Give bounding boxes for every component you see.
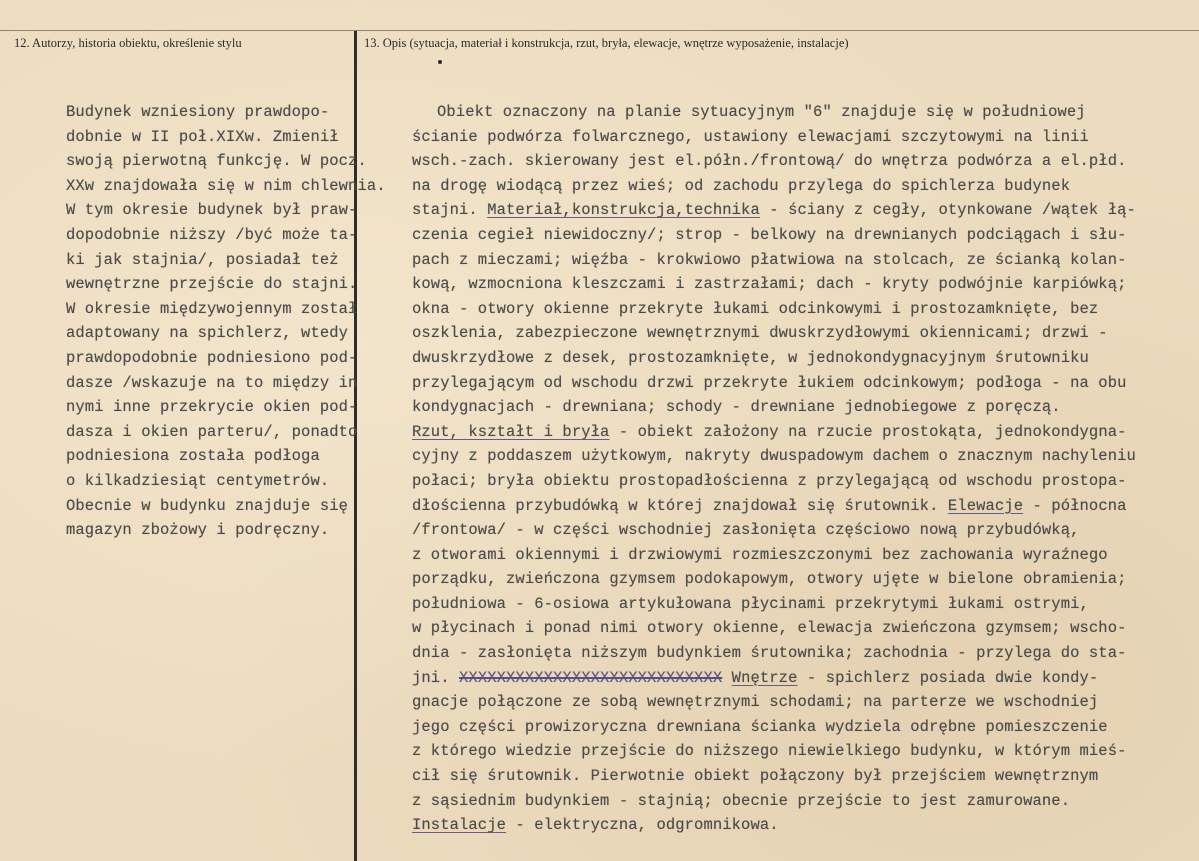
history-line: o kilkadziesiąt centymetrów. bbox=[66, 471, 330, 490]
section-heading: Instalacje bbox=[412, 816, 507, 835]
description-line bbox=[412, 543, 1136, 568]
description-segment: - spichlerz posiada dwie kondy- bbox=[797, 668, 1099, 687]
history-line: ki jak stajnia/, posiadał też bbox=[66, 250, 339, 269]
description-segment: jni. bbox=[412, 668, 460, 687]
description-segment: /frontowa/ - w części wschodniej zasłonięta częściowo nową przybudówką, bbox=[412, 521, 1080, 540]
description-segment: porządku, zwieńczona gzymsem podokapowym, otwory ujęte w bielone obramienia; bbox=[412, 570, 1127, 589]
description-segment: wsch.-zach. skierowany jest el.półn./frontową/ do wnętrza podwórza a el.płd. bbox=[412, 152, 1127, 171]
description-segment: jego części prowizoryczna drewniana ścianka wydziela odrębne pomieszczenie bbox=[412, 717, 1108, 736]
description-segment: dwuskrzydłowe z desek, prostozamknięte, w jednokondygnacyjnym śrutowniku bbox=[412, 348, 1089, 367]
section-heading: Elewacje bbox=[947, 496, 1024, 515]
description-line bbox=[412, 371, 1136, 396]
history-line: dobnie w II poł.XIXw. Zmienił bbox=[66, 127, 339, 146]
struck-out-text: XXXXXXXXXXXXXXXXXXXXXXXXXXXX bbox=[459, 668, 723, 687]
history-line: dasza i okien parteru/, ponadto bbox=[66, 422, 358, 441]
description-segment: - północna bbox=[1023, 496, 1127, 515]
description-line bbox=[412, 592, 1136, 617]
description-line bbox=[412, 174, 1136, 199]
description-segment: południowa - 6-osiowa artykułowana płycinami przekrytymi łukami ostrymi, bbox=[412, 594, 1089, 613]
section-12-header: 12. Autorzy, historia obiektu, określenie stylu bbox=[14, 36, 242, 50]
description-segment: z sąsiednim budynkiem - stajnią; obecnie przejście to jest zamurowane. bbox=[412, 791, 1071, 810]
description-segment: przylegającym od wschodu drzwi przekryte łukiem odcinkowym; podłoga - na obu bbox=[412, 373, 1127, 392]
description-line bbox=[412, 666, 1136, 691]
history-line: W tym okresie budynek był praw- bbox=[66, 201, 358, 220]
description-line bbox=[412, 715, 1136, 740]
description-line bbox=[412, 616, 1136, 641]
description-segment: oszklenia, zabezpieczone wewnętrznymi dwuskrzydłowymi okiennicami; drzwi - bbox=[412, 324, 1108, 343]
description-segment: z otworami okiennymi i drzwiowymi rozmieszczonymi bez zachowania wyraźnego bbox=[412, 545, 1108, 564]
section-heading: Materiał,konstrukcja,technika bbox=[487, 201, 760, 220]
history-line: swoją pierwotną funkcję. W pocz. bbox=[66, 152, 367, 171]
history-line: dopodobnie niższy /być może ta- bbox=[66, 225, 358, 244]
description-line bbox=[412, 789, 1136, 814]
history-line: XXw znajdowała się w nim chlewnia. bbox=[66, 176, 386, 195]
description-segment bbox=[722, 669, 731, 687]
description-line bbox=[412, 125, 1136, 150]
description-line bbox=[412, 395, 1136, 420]
description-line bbox=[412, 223, 1136, 248]
description-segment: - obiekt założony na rzucie prostokąta, jednokondygna- bbox=[609, 422, 1127, 441]
description-line bbox=[412, 469, 1136, 494]
description-line bbox=[412, 100, 1136, 125]
description-segment: stajni. bbox=[412, 201, 488, 220]
description-line bbox=[412, 444, 1136, 469]
history-text bbox=[66, 100, 386, 543]
history-line: dasze /wskazuje na to między in bbox=[66, 373, 358, 392]
description-line bbox=[412, 494, 1136, 519]
description-line bbox=[412, 346, 1136, 371]
header-rule bbox=[0, 30, 1199, 31]
history-line: Obecnie w budynku znajduje się bbox=[66, 496, 349, 515]
history-line: nymi inne przekrycie okien pod- bbox=[66, 398, 358, 417]
description-line bbox=[412, 567, 1136, 592]
description-line bbox=[412, 198, 1136, 223]
description-segment: z którego wiedzie przejście do niższego niewielkiego budynku, w którym mieś- bbox=[412, 742, 1127, 761]
description-text bbox=[412, 100, 1136, 838]
description-line bbox=[412, 518, 1136, 543]
section-heading: Rzut, kształt i bryła bbox=[412, 422, 610, 441]
history-line: adaptowany na spichlerz, wtedy bbox=[66, 324, 349, 343]
description-segment: na drogę wiodącą przez wieś; od zachodu przylega do spichlerza budynek bbox=[412, 176, 1071, 195]
description-line bbox=[412, 297, 1136, 322]
description-segment: połaci; bryła obiektu prostopadłościenna z przylegającą od wschodu prostopa- bbox=[412, 471, 1127, 490]
description-line bbox=[412, 248, 1136, 273]
description-line bbox=[412, 420, 1136, 445]
description-line bbox=[412, 813, 1136, 838]
description-segment: okna - otwory okienne przekryte łukami odcinkowymi i prostozamknięte, bez bbox=[412, 299, 1099, 318]
description-segment: cyjny z poddaszem użytkowym, nakryty dwuspadowym dachem o znacznym nachyleniu bbox=[412, 447, 1136, 466]
description-segment: kondygnacjach - drewniana; schody - drewniane jednobiegowe z poręczą. bbox=[412, 398, 1061, 417]
description-line bbox=[412, 321, 1136, 346]
description-segment: dnia - zasłonięta niższym budynkiem śrutownika; zachodnia - przylega do sta- bbox=[412, 644, 1127, 663]
history-line: prawdopodobnie podniesiono pod- bbox=[66, 348, 358, 367]
history-line: podniesiona została podłoga bbox=[66, 447, 320, 466]
description-segment: - elektryczna, odgromnikowa. bbox=[506, 816, 779, 835]
description-segment: kową, wzmocniona kleszczami i zastrzałami; dach - kryty podwójnie karpiówką; bbox=[412, 275, 1127, 294]
description-segment: cił się śrutownik. Pierwotnie obiekt połączony był przejściem wewnętrznym bbox=[412, 767, 1099, 786]
description-line bbox=[412, 641, 1136, 666]
description-line bbox=[412, 764, 1136, 789]
description-segment: ścianie podwórza folwarcznego, ustawiony elewacjami szczytowymi na linii bbox=[412, 127, 1089, 146]
history-line: Budynek wzniesiony prawdopo- bbox=[66, 103, 330, 121]
ink-dot bbox=[438, 60, 442, 64]
description-segment: w płycinach i ponad nimi otwory okienne, elewacja zwieńczona gzymsem; wscho- bbox=[412, 619, 1127, 638]
description-segment: Obiekt oznaczony na planie sytuacyjnym "6" znajduje się w południowej bbox=[437, 103, 1086, 121]
description-line bbox=[412, 272, 1136, 297]
description-segment: czenia cegieł niewidoczny/; strop - belkowy na drewnianych podciągach i słu- bbox=[412, 225, 1127, 244]
history-line: W okresie międzywojennym został bbox=[66, 299, 358, 318]
section-heading: Wnętrze bbox=[731, 668, 798, 687]
description-segment: dłościenna przybudówką w której znajdował się śrutownik. bbox=[412, 496, 948, 515]
section-13-header: 13. Opis (sytuacja, materiał i konstrukcja, rzut, bryła, elewacje, wnętrze wyposażenie, instalacje) bbox=[364, 36, 849, 50]
description-segment: - ściany z cegły, otynkowane /wątek łą- bbox=[759, 201, 1136, 220]
description-segment: gnacje połączone ze sobą wewnętrznymi schodami; na parterze we wschodniej bbox=[412, 693, 1099, 712]
description-line bbox=[412, 149, 1136, 174]
description-segment: pach z mieczami; więźba - krokwiowo płatwiowa na stolcach, ze ścianką kolan- bbox=[412, 250, 1127, 269]
history-line: wewnętrzne przejście do stajni. bbox=[66, 275, 358, 294]
description-line bbox=[412, 739, 1136, 764]
history-line: magazyn zbożowy i podręczny. bbox=[66, 521, 330, 540]
description-line bbox=[412, 690, 1136, 715]
